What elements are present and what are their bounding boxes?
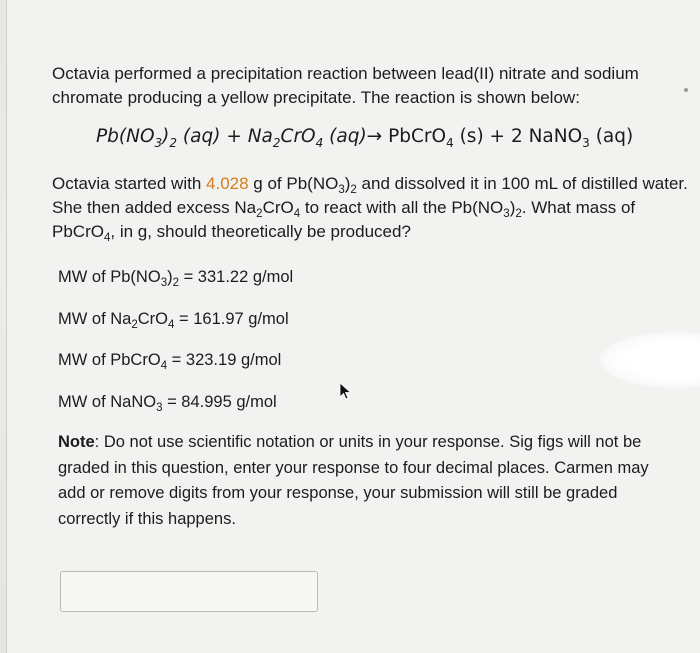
mw-sodium-nitrate: MW of NaNO$_3$ = 84.995 g/mol [58,393,277,414]
mw-lead-chromate: MW of PbCrO$_4$ = 323.19 g/mol [58,351,282,372]
equation-product-2: 2 NaNO$_3$ (aq) [510,126,634,150]
mass-value: 4.028 [206,174,249,193]
mw-lead-nitrate: MW of $Pb(NO_3)_2 = 331.22$ g/mol [58,268,294,289]
question-body: Octavia started with 4.028 g of $Pb(NO_3)_2$ and dissolved it in 100 mL of distilled water. She then added excess $Na_2CrO_4$ to react with all the $Pb(NO_3)_2$. What mass of PbCrO$_4$, in g, should theoretically be produced? [52,174,688,244]
note-text: Note: Do not use scientific notation or units in your response. Sig figs will not be graded in this question, enter your response to four decimal places. Carmen may add or remove digits from your response, your submission will still be graded correctly if this happens. [58,433,649,528]
mouse-cursor-icon [338,382,354,402]
mw-sodium-chromate: MW of $Na_2CrO_4 = 161.97$ g/mol [58,310,289,331]
question-intro: Octavia performed a precipitation reaction between lead(II) nitrate and sodium chromate producing a yellow precipitate. The reaction is shown below: [52,64,639,107]
equation-plus: + [220,126,248,147]
equation-reactant-1: $Pb(NO_3)_2$ (aq) [96,126,221,150]
equation-reactant-2: $Na_2CrO_4$ (aq) [247,126,367,150]
equation-plus: + [483,126,511,147]
reaction-arrow: → [366,126,383,147]
answer-input[interactable] [60,571,318,612]
note-label: Note [58,433,95,451]
scrollbar-dot [684,88,688,92]
equation-product-1: PbCrO$_4$ (s) [388,126,484,150]
reaction-equation [96,124,656,150]
